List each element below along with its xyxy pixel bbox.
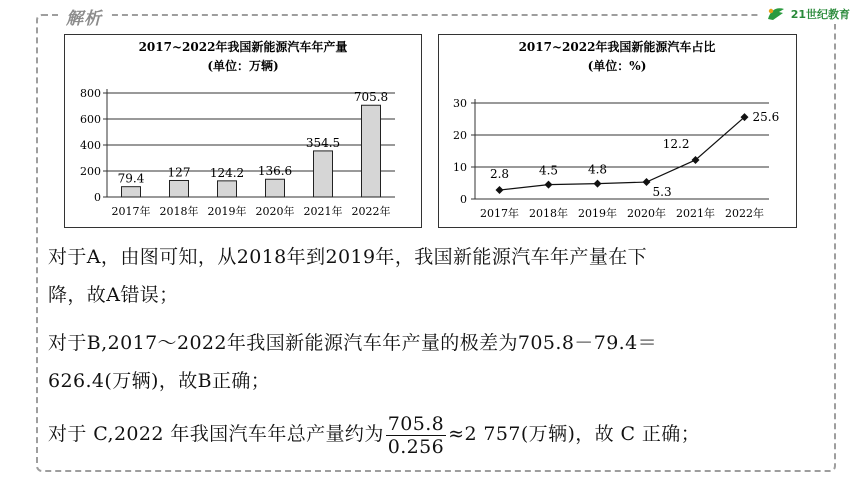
point-value-label: 12.2 [662,136,690,151]
bar [122,187,141,197]
bar-chart [65,35,421,227]
data-point [545,181,553,189]
data-point [594,180,602,188]
x-tick-label: 2022年 [351,205,391,218]
x-tick-label: 2018年 [159,205,199,218]
option-c-analysis [48,410,824,458]
y-tick-label: 400 [80,139,101,152]
series-line [500,117,745,190]
x-tick-label: 2020年 [255,205,295,218]
y-tick-label: 800 [80,87,101,100]
option-b-line-2: 626.4(万辆)，故B正确； [48,370,271,392]
y-tick-label: 10 [453,161,467,174]
bar [170,180,189,197]
option-b-analysis [48,324,824,400]
option-c-suffix: ≈2 757(万辆)，故 C 正确； [448,423,701,445]
x-tick-label: 2018年 [529,207,568,220]
fraction-numerator: 705.8 [387,412,445,435]
line-chart-title: 2017~2022年我国新能源汽车占比 [518,40,716,54]
logo-icon [765,5,787,23]
logo-text: 21世纪教育 [790,8,850,21]
line-chart-panel [438,34,797,228]
y-tick-label: 0 [94,191,101,204]
x-tick-label: 2017年 [480,207,519,220]
option-c-fraction [386,413,446,458]
point-value-label: 4.8 [587,162,608,177]
line-chart [439,35,796,227]
bar-chart-title: 2017~2022年我国新能源汽车年产量 [138,40,348,54]
y-tick-label: 200 [80,165,101,178]
y-tick-label: 600 [80,113,101,126]
y-tick-label: 20 [453,129,467,142]
fraction-denominator: 0.256 [387,435,445,458]
data-point [643,178,651,186]
data-point [496,186,504,194]
bar [362,105,381,197]
point-value-label: 25.6 [752,110,780,125]
bar-chart-subtitle: (单位：万辆) [207,59,279,73]
brand-logo [761,4,854,24]
bar-value-label: 136.6 [257,164,293,179]
x-tick-label: 2019年 [578,207,617,220]
bar [218,181,237,197]
bar [314,151,333,197]
bar-value-label: 354.5 [305,135,341,150]
x-tick-label: 2019年 [207,205,247,218]
y-tick-label: 0 [460,193,467,206]
option-c-prefix: 对于 C,2022 年我国汽车年总产量约为 [48,423,384,445]
option-a-analysis [48,238,824,314]
y-tick-label: 30 [453,97,467,110]
line-chart-subtitle: (单位：%) [587,59,647,73]
bar [266,179,285,197]
option-a-line-2: 降，故A错误； [48,284,179,306]
point-value-label: 2.8 [489,167,510,182]
point-value-label: 5.3 [652,185,672,200]
x-tick-label: 2021年 [303,205,343,218]
x-tick-label: 2020年 [627,207,666,220]
x-tick-label: 2017年 [111,205,151,218]
bar-value-label: 705.8 [353,90,389,105]
bar-value-label: 79.4 [117,171,145,186]
x-tick-label: 2022年 [725,207,764,220]
bar-chart-panel [64,34,422,228]
option-a-line-1: 对于A，由图可知，从2018年到2019年，我国新能源汽车年产量在下 [48,246,648,268]
section-label: 解析 [58,4,110,29]
option-b-line-1: 对于B,2017～2022年我国新能源汽车年产量的极差为705.8－79.4＝ [48,332,658,354]
bar-value-label: 124.2 [209,165,245,180]
point-value-label: 4.5 [538,163,559,178]
x-tick-label: 2021年 [676,207,715,220]
bar-value-label: 127 [167,165,191,180]
